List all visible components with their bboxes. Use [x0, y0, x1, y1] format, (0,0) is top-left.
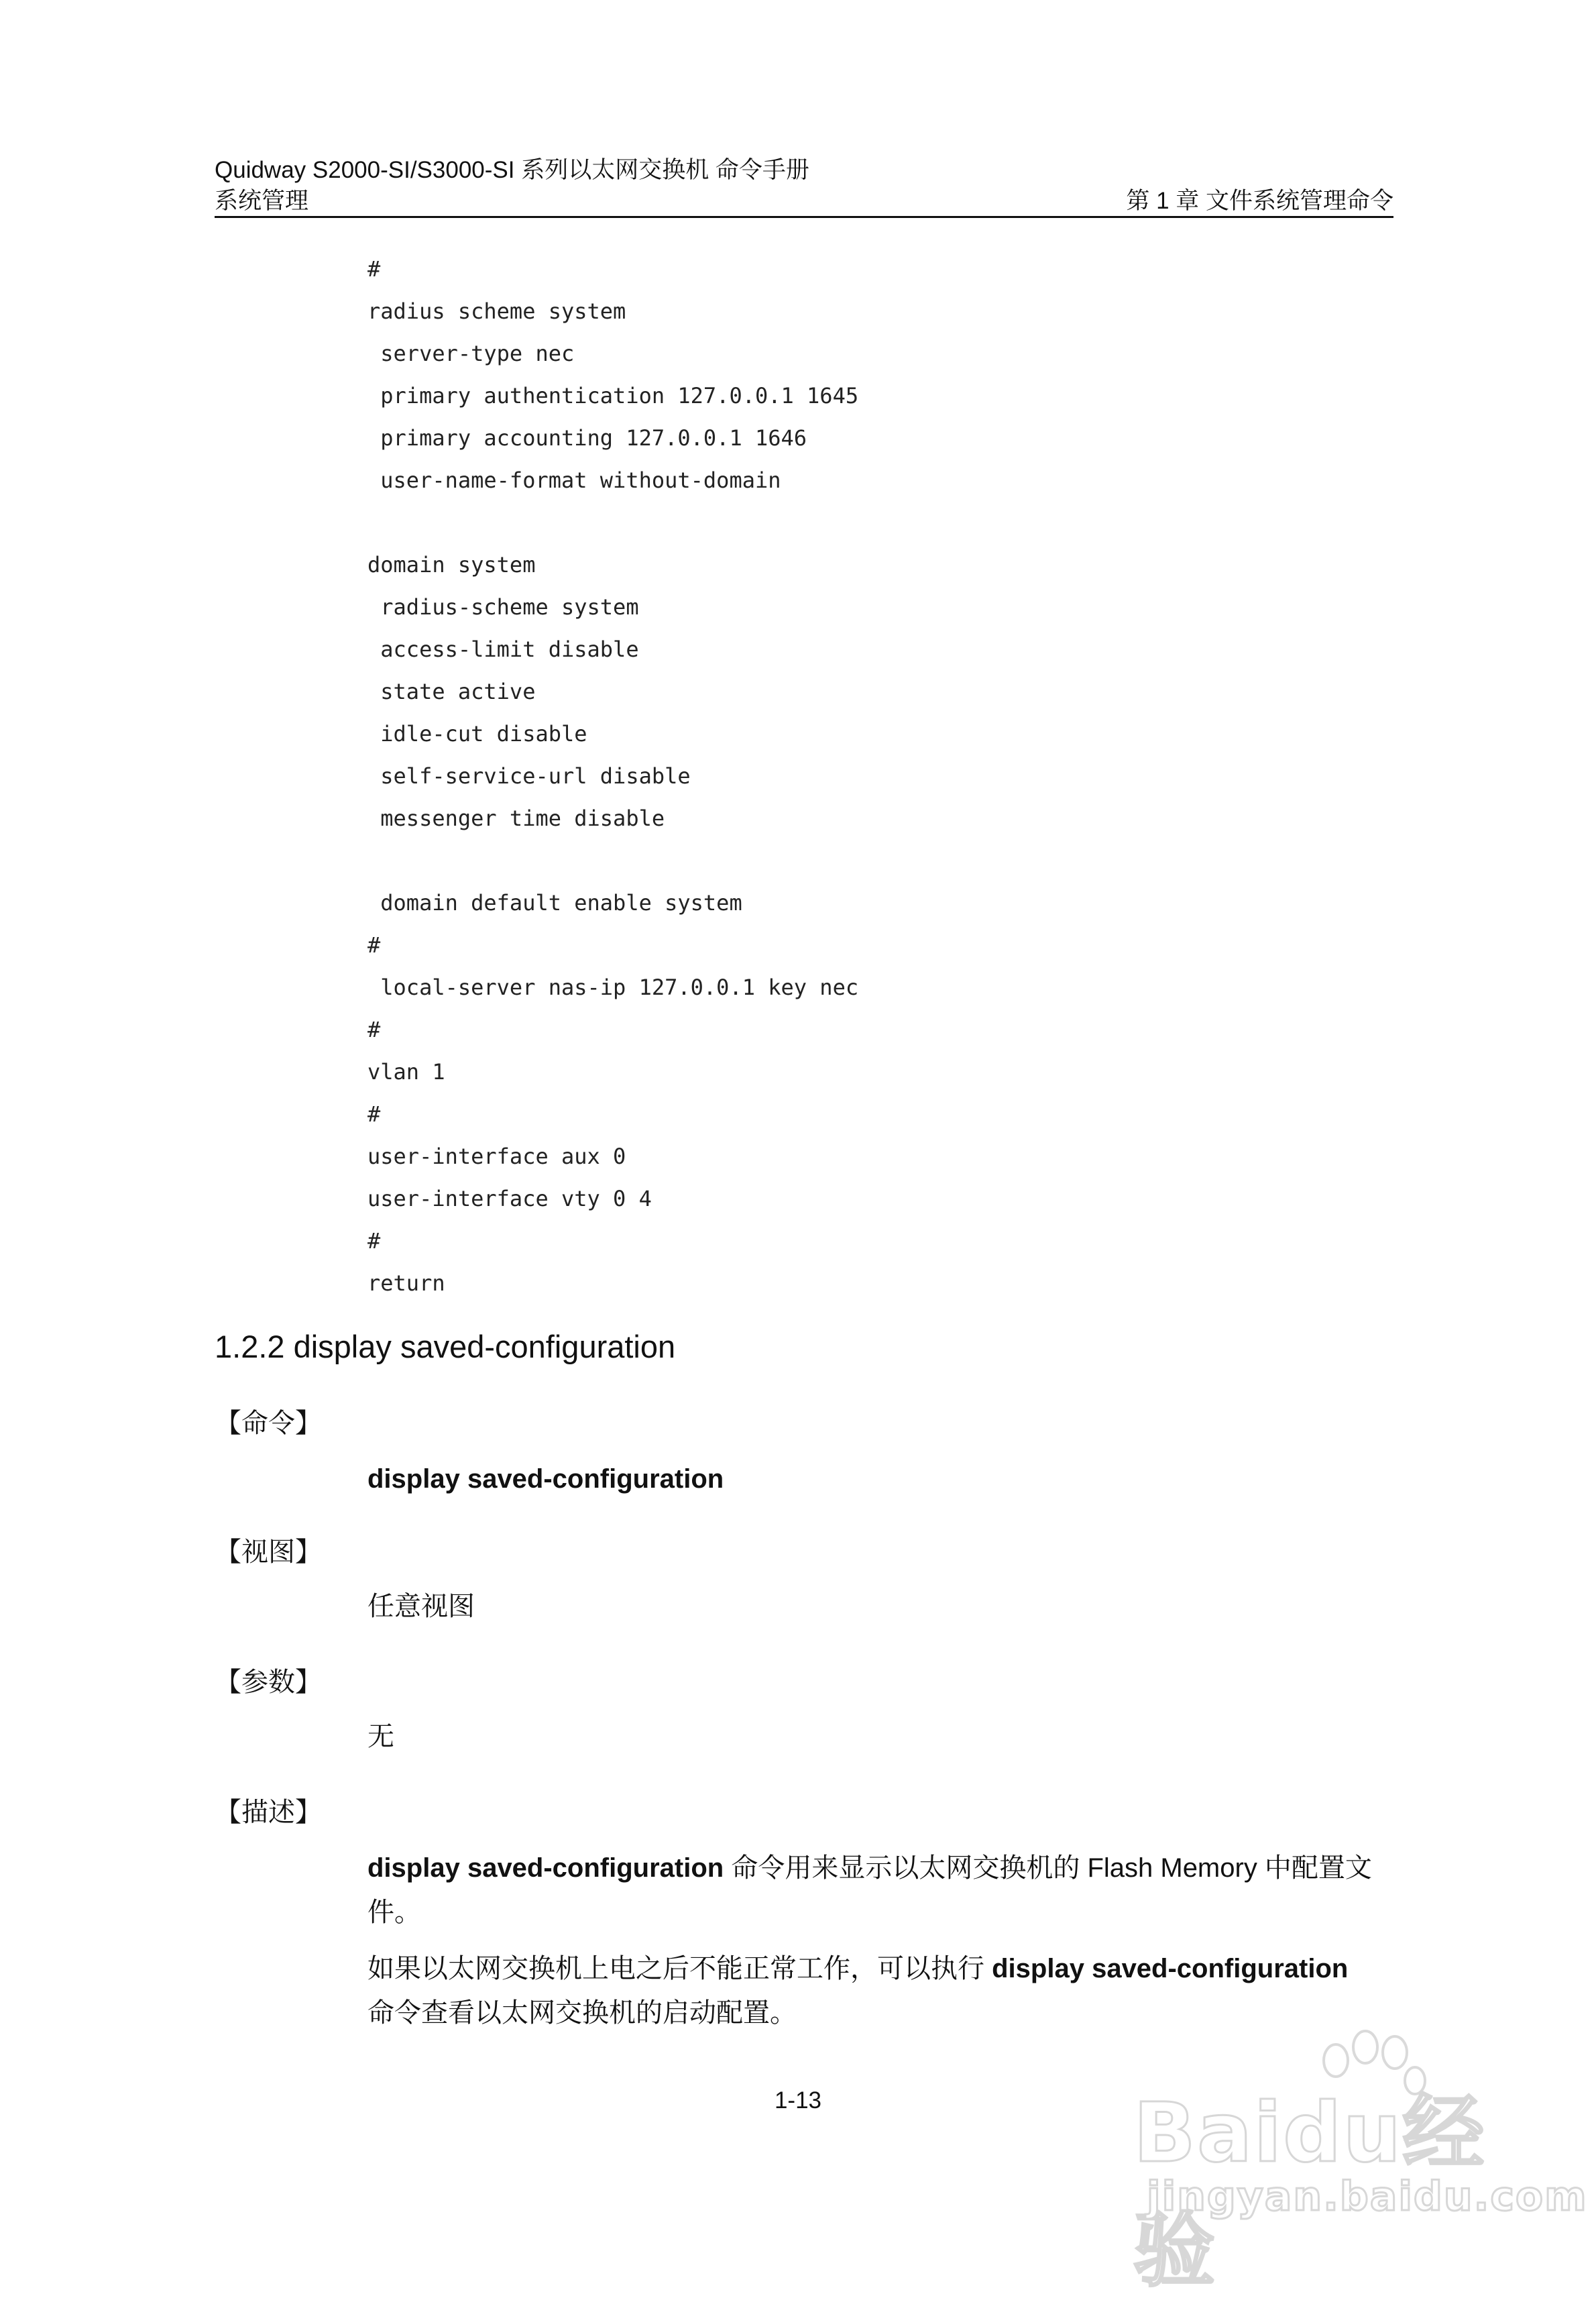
view-text: 任意视图: [367, 1592, 475, 1621]
code-line: [367, 502, 1373, 544]
command-syntax: display saved-configuration: [367, 1464, 724, 1494]
code-line: #: [367, 932, 381, 958]
config-code-block: [367, 248, 1373, 1305]
code-line: #: [367, 1017, 381, 1042]
desc-command: display saved-configuration: [992, 1954, 1349, 1983]
code-line: primary accounting 127.0.0.1 1646: [367, 425, 807, 451]
code-line: messenger time disable: [367, 806, 665, 831]
desc-command: display saved-configuration: [367, 1853, 724, 1883]
watermark-url: jingyan.baidu.com: [1147, 2173, 1588, 2220]
header-chapter: 第 1 章 文件系统管理命令: [1126, 188, 1393, 214]
code-line: return: [367, 1270, 445, 1296]
watermark-logo: Baidu经验: [1133, 2085, 1486, 2298]
section-title: 1.2.2 display saved-configuration: [215, 1329, 676, 1364]
code-line: domain system: [367, 552, 536, 578]
page-number: 1-13: [774, 2087, 822, 2114]
desc-text: 如果以太网交换机上电之后不能正常工作，可以执行: [367, 1954, 992, 1983]
code-line: #: [367, 1228, 381, 1254]
desc-paragraph-2: [367, 1947, 1393, 2035]
code-line: domain default enable system: [367, 890, 742, 916]
code-line: vlan 1: [367, 1059, 445, 1085]
code-line: state active: [367, 679, 536, 704]
code-line: user-interface aux 0: [367, 1144, 626, 1169]
code-line: user-name-format without-domain: [367, 468, 781, 493]
header-title: Quidway S2000-SI/S3000-SI 系列以太网交换机 命令手册: [215, 157, 809, 183]
code-line: server-type nec: [367, 341, 575, 366]
desc-paragraph-1: [367, 1846, 1393, 1934]
header-section: 系统管理: [215, 188, 309, 214]
command-label: 【命令】: [215, 1409, 322, 1438]
code-line: #: [367, 256, 381, 282]
desc-text: 命令用来显示以太网交换机的 Flash Memory 中配置文件。: [367, 1853, 1372, 1927]
code-line: access-limit disable: [367, 637, 639, 662]
view-label: 【视图】: [215, 1537, 322, 1567]
desc-label: 【描述】: [215, 1798, 322, 1827]
header-divider: [215, 216, 1393, 218]
code-line: idle-cut disable: [367, 721, 587, 747]
params-text: 无: [367, 1722, 394, 1751]
code-line: primary authentication 127.0.0.1 1645: [367, 383, 859, 408]
code-line: [367, 840, 1373, 882]
code-line: user-interface vty 0 4: [367, 1186, 652, 1211]
code-line: local-server nas-ip 127.0.0.1 key nec: [367, 975, 859, 1000]
code-line: radius-scheme system: [367, 594, 639, 620]
code-line: self-service-url disable: [367, 763, 691, 789]
desc-text: 命令查看以太网交换机的启动配置。: [367, 1998, 797, 2028]
code-line: #: [367, 1101, 381, 1127]
params-label: 【参数】: [215, 1667, 322, 1697]
baidu-watermark: [1133, 2026, 1588, 2298]
code-line: radius scheme system: [367, 298, 626, 324]
